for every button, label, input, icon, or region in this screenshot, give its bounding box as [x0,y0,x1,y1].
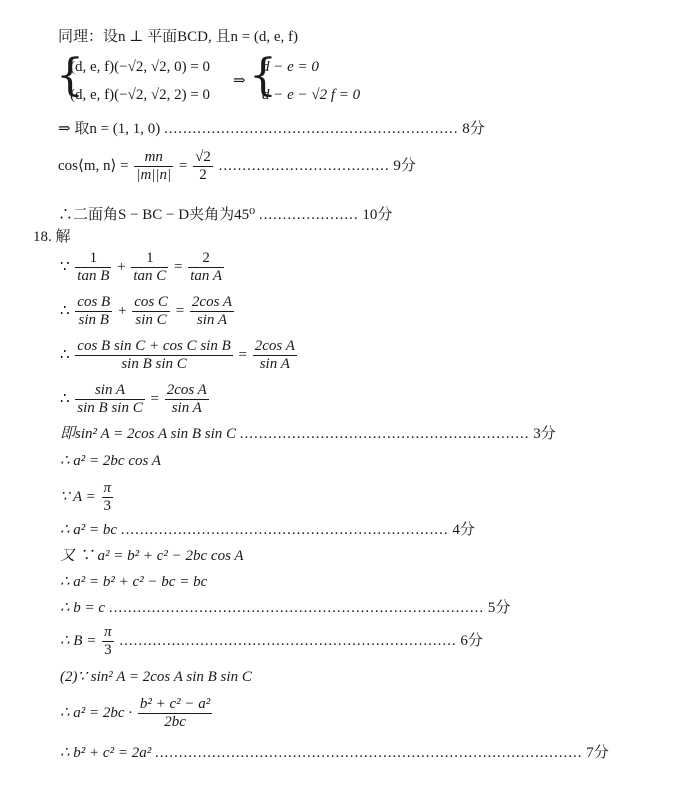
equals: = [178,158,188,174]
frac-1-tanC [131,250,168,285]
score-5: 5分 [487,600,511,616]
frac-cosB-sinB [75,294,112,329]
step-sinA [60,380,211,418]
frac-sum [75,338,232,373]
denominator: tan C [133,268,167,285]
cos-fraction [134,149,173,184]
numerator: 1 [131,250,168,268]
numerator: cos C [134,294,168,311]
leader-dots: ....................................................................... [119,633,457,649]
denominator: tan B [77,268,110,285]
numerator: cos B sin C + cos C sin B [77,338,231,355]
equation: ∴ b = c [60,600,106,616]
denominator: 2bc [164,714,186,731]
step-substitute: ∴ a² = b² + c² − bc = bc [60,574,208,590]
numerator: b² + c² − a² [139,696,211,713]
denominator: sin A [171,400,202,417]
denominator: sin A [259,356,290,373]
step-combined [60,336,299,374]
numerator: 2cos A [191,294,233,311]
equals: = [238,347,247,363]
take-n-line [58,120,485,138]
leader-dots: ..................................................................... [120,522,449,538]
cos-lhs: cos⟨m, n⟩ = [58,158,129,174]
part2-start: (2)∵ sin² A = 2cos A sin B sin C [60,669,252,685]
because-sign: ∵ [60,259,70,275]
denominator: sin B sin C [77,400,143,417]
frac-pi-3 [102,624,114,659]
step-a-squared: ∴ a² = 2bc cos A [60,453,161,469]
numerator: π [103,480,112,497]
conclusion-line [58,206,392,224]
step-b-eq-c [60,599,510,617]
leader-dots: .................................... [218,158,390,174]
two: 2 [199,167,207,184]
numerator: 2cos A [166,382,207,399]
denominator: sin B [78,312,109,329]
frac-sinA-sinBsinC [75,382,144,417]
system-eq-1: (d, e, f)(−√2, √2, 0) = 0 [70,59,211,75]
numerator: 2 [188,250,224,268]
step-A-value [60,478,115,516]
leader-dots: .......................................................................................... [154,745,583,761]
plus: + [117,303,127,319]
step-tan [60,248,226,286]
frac-1-tanB [75,250,111,285]
A-equals: ∵ A = [60,489,96,505]
step-B-value [60,622,483,660]
cosine-line [58,148,416,184]
leader-dots: ............................................................. [239,426,530,442]
leader-dots: .............................................................. [164,121,459,137]
step-a2-bc [60,521,475,539]
frac-pi-3 [102,480,114,515]
plus: + [117,259,126,275]
right-brace: { [249,50,277,101]
equals: = [150,391,159,407]
leader-dots: ..................... [258,207,359,223]
frac-cosine-law [138,696,212,731]
denominator: sin B sin C [121,356,187,373]
equation: ∴ b² + c² = 2a² [60,745,152,761]
equals: = [175,303,185,319]
therefore-sign: ∴ [60,303,70,319]
score-7: 7分 [586,745,609,761]
frac-2cosA-sinA [190,294,234,329]
numerator: cos B [77,294,111,311]
leader-dots: ............................................................................... [108,600,485,616]
part2-a-squared [60,694,214,732]
frac-2cosA-sinA [165,382,209,417]
conclusion-text: ∴二面角S − BC − D夹角为45⁰ [58,207,256,223]
numerator: 1 [75,250,111,268]
q18-title: 18. 解 [33,229,71,245]
equation: 即sin² A = 2cos A sin B sin C [60,426,237,442]
step-cosine-law: 又 ∵ a² = b² + c² − 2bc cos A [60,548,244,564]
therefore-sign: ∴ [60,391,70,407]
system-eq-2: (d, e, f)(−√2, √2, 2) = 0 [70,87,211,103]
frac-cosC-sinC [132,294,170,329]
numerator: sin A [75,382,144,400]
score-4: 4分 [452,522,475,538]
frac-2-tanA [188,250,224,285]
system-result-1: d − e = 0 [262,59,319,75]
frac-2cosA-sinA [253,338,297,373]
score-10: 10分 [362,207,393,223]
denominator: 3 [104,642,112,659]
numerator: π [104,624,112,641]
equals: = [174,259,183,275]
take-n-text: ⇒ 取n = (1, 1, 0) [58,121,161,137]
system-result-2: d − e − √2 f = 0 [262,87,361,103]
score-9: 9分 [393,158,416,174]
score-3: 3分 [533,426,556,442]
part2-final [60,744,609,762]
denominator: sin A [196,312,228,329]
normal-vector-line: 同理：设n ⊥ 平面BCD, 且n = (d, e, f) [58,29,299,45]
therefore-sign: ∴ [60,347,70,363]
numerator: 2cos A [254,338,295,355]
cos-numerator: mn [134,149,173,167]
denominator: tan A [190,268,223,285]
implies-arrow: ⇒ [233,73,246,89]
equation: ∴ a² = bc [60,522,118,538]
lhs: ∴ a² = 2bc · [60,705,133,721]
score-8: 8分 [462,121,485,137]
denominator: 3 [103,498,112,515]
step-sin-squared [60,425,556,443]
sqrt2-over-2 [193,149,213,184]
B-equals: ∴ B = [60,633,97,649]
sqrt2: √2 [195,149,211,166]
cos-denominator: |m||n| [136,167,172,184]
left-brace: { [56,50,84,101]
denominator: sin C [135,312,167,329]
score-6: 6分 [460,633,483,649]
step-cos-sin [60,292,236,330]
